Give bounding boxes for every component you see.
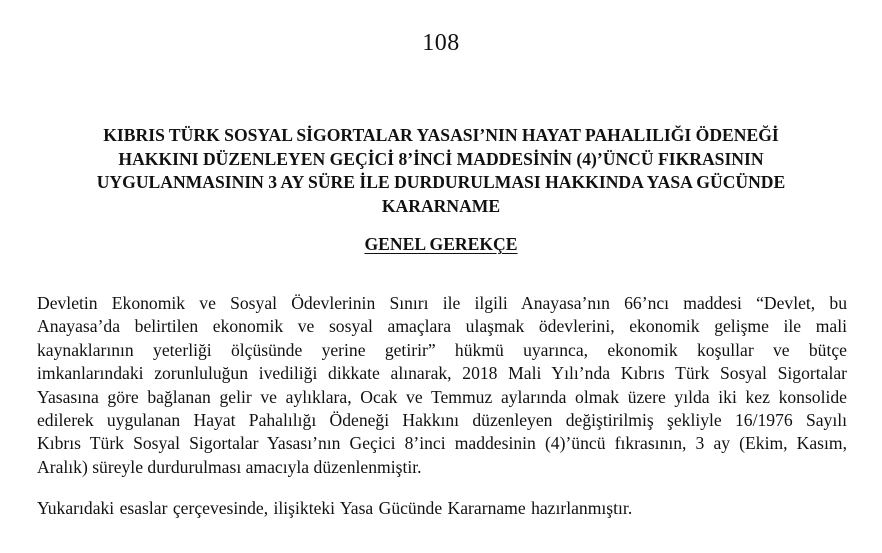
title-line: KARARNAME xyxy=(381,195,501,216)
body-line: Kıbrıs Türk Sosyal Sigortalar Yasası’nın Geçici 8’inci maddesinin (4)’üncü fıkrasının, 3 ay (Ekim, Kasım, xyxy=(37,433,847,454)
body-line: Devletin Ekonomik ve Sosyal Ödevlerinin Sınırı ile ilgili Anayasa’nın 66’ncı maddesi “Devlet, bu xyxy=(37,293,847,313)
body-line: Anayasa’da belirtilen ekonomik ve sosyal amaçlara ulaşmak ödevlerini, ekonomik gelişme ile mali xyxy=(37,316,847,337)
body-line: kaynaklarının yeterliği ölçüsünde yerine getirir” hükmü uyarınca, ekonomik koşullar ve bütçe xyxy=(37,339,847,360)
body-paragraph xyxy=(37,292,847,479)
title-line: UYGULANMASININ 3 AY SÜRE İLE DURDURULMASI HAKKINDA YASA GÜCÜNDE xyxy=(96,172,786,192)
section-heading: GENEL GEREKÇE xyxy=(364,234,518,254)
body-line: edilerek uygulanan Hayat Pahalılığı Ödeneği Hakkını düzenleyen değiştirilmiş şekliyle 16/1976 Sayılı xyxy=(37,410,847,431)
closing-paragraph: Yukarıdaki esaslar çerçevesinde, ilişikteki Yasa Gücünde Kararname hazırlanmıştır. xyxy=(37,498,633,518)
title-line: HAKKINI DÜZENLEYEN GEÇİCİ 8’İNCİ MADDESİNİN (4)’ÜNCÜ FIKRASININ xyxy=(118,148,764,169)
body-line: Aralık) süreyle durdurulması amacıyla düzenlenmiştir. xyxy=(37,456,422,477)
page-number: 108 xyxy=(422,30,460,56)
body-line: Yasasına göre bağlanan gelir ve aylıklara, Ocak ve Temmuz aylarında olmak üzere yılda iki kez konsolide xyxy=(37,386,847,407)
document-title xyxy=(40,124,842,218)
title-line: KIBRIS TÜRK SOSYAL SİGORTALAR YASASI’NIN HAYAT PAHALILIĞI ÖDENEĞİ xyxy=(103,125,779,145)
body-line: imkanlarındaki zorunluluğun ivediliği dikkate alınarak, 2018 Mali Yılı’nda Kıbrıs Türk Sosyal Sigortalar xyxy=(37,363,847,384)
